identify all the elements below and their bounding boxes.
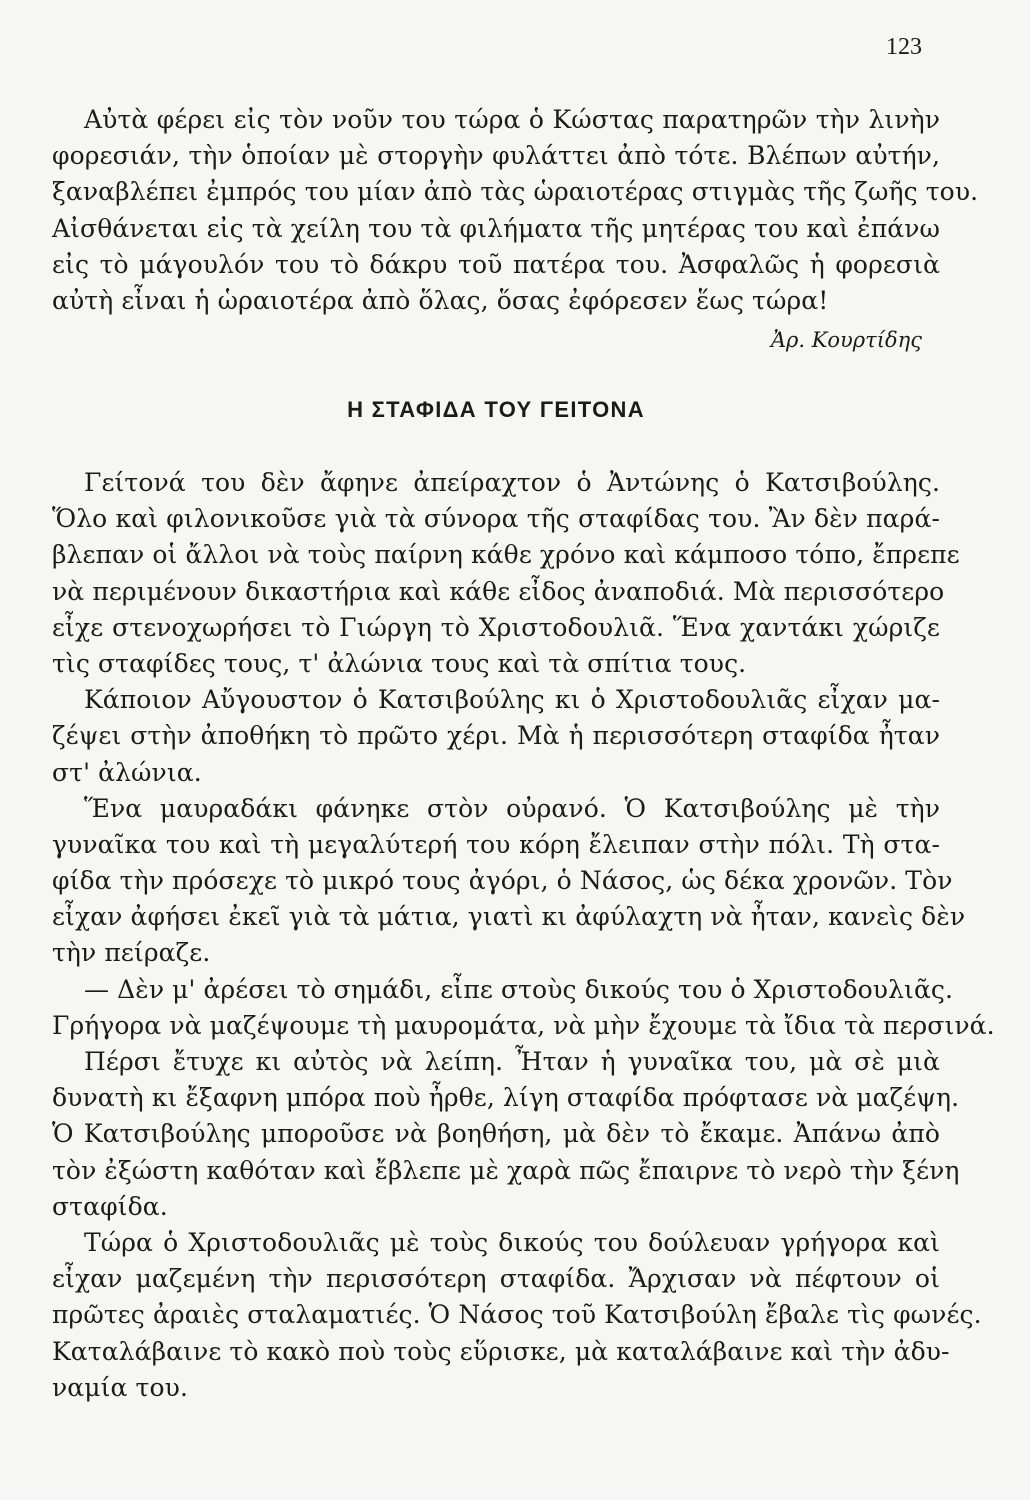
page-number: 123 <box>886 34 922 60</box>
story-title: Η ΣΤΑΦΙΔΑ ΤΟΥ ΓΕΙΤΟΝΑ <box>347 397 645 422</box>
story-line: τὸν ἐξώστη καθόταν καὶ ἔβλεπε μὲ χαρὰ πῶς ἔπαιρνε τὸ νερὸ τὴν ξένη <box>52 1155 960 1185</box>
story-line: τὴν πείραζε. <box>52 938 211 968</box>
story-line: τὶς σταφίδες τους, τ' ἀλώνια τους καὶ τὰ σπίτια τους. <box>52 648 747 678</box>
story-line: Κάποιον Αὔγουστον ὁ Κατσιβούλης κι ὁ Χριστοδουλιᾶς εἶχαν μα- <box>84 685 940 715</box>
story-line: γυναῖκα του καὶ τὴ μεγαλύτερή του κόρη ἔλειπαν στὴν πόλι. Τὴ στα- <box>52 829 940 859</box>
intro-line: Αἰσθάνεται εἰς τὰ χείλη του τὰ φιλήματα τῆς μητέρας του καὶ ἐπάνω <box>52 213 940 243</box>
intro-line: φορεσιάν, τὴν ὁποίαν μὲ στοργὴν φυλάττει ἀπὸ τότε. Βλέπων αὐτήν, <box>52 141 940 171</box>
story-line: ναμία του. <box>52 1372 188 1402</box>
intro-line: ξαναβλέπει ἐμπρός του μίαν ἀπὸ τὰς ὡραιοτέρας στιγμὰς τῆς ζωῆς του. <box>52 177 979 207</box>
intro-line: αὐτὴ εἶναι ἡ ὡραιοτέρα ἀπὸ ὅλας, ὅσας ἐφόρεσεν ἕως τώρα! <box>52 285 829 315</box>
story-line: Γρήγορα νὰ μαζέψουμε τὴ μαυρομάτα, νὰ μὴν ἔχουμε τὰ ἴδια τὰ περσινά. <box>52 1010 995 1040</box>
story-line: βλεπαν οἱ ἄλλοι νὰ τοὺς παίρνη κάθε χρόνο καὶ κάμποσο τόπο, ἔπρεπε <box>52 540 960 570</box>
story-line: πρῶτες ἀραιὲς σταλαματιές. Ὁ Νάσος τοῦ Κατσιβούλη ἔβαλε τὶς φωνές. <box>52 1300 982 1330</box>
story-body <box>52 465 995 1406</box>
story-line: — Δὲν μ' ἀρέσει τὸ σημάδι, εἶπε στοὺς δικούς του ὁ Χριστοδουλιᾶς. <box>84 974 954 1004</box>
story-line: Τώρα ὁ Χριστοδουλιᾶς μὲ τοὺς δικούς του δούλευαν γρήγορα καὶ <box>84 1227 940 1257</box>
story-line: εἶχαν ἀφήσει ἐκεῖ γιὰ τὰ μάτια, γιατὶ κι ἀφύλαχτη νὰ ἦταν, κανεὶς δὲν <box>52 902 966 932</box>
intro-line: Αὐτὰ φέρει εἰς τὸν νοῦν του τώρα ὁ Κώστας παρατηρῶν τὴν λινὴν <box>84 105 940 134</box>
intro-passage <box>52 102 979 319</box>
author-signature: Ἀρ. Κουρτίδης <box>770 328 922 352</box>
story-line: Ὁ Κατσιβούλης μποροῦσε νὰ βοηθήση, μὰ δὲν τὸ ἔκαμε. Ἀπάνω ἀπὸ <box>52 1119 940 1149</box>
story-line: νὰ περιμένουν δικαστήρια καὶ κάθε εἶδος ἀναποδιά. Μὰ περισσότερο <box>52 576 945 606</box>
story-line: στ' ἀλώνια. <box>52 757 202 787</box>
story-line: δυνατὴ κι ἔξαφνη μπόρα ποὺ ἦρθε, λίγη σταφίδα πρόφτασε νὰ μαζέψη. <box>52 1083 960 1113</box>
story-line: Γείτονά του δὲν ἄφηνε ἀπείραχτον ὁ Ἀντώνης ὁ Κατσιβούλης. <box>84 468 940 497</box>
story-line: εἶχε στενοχωρήσει τὸ Γιώργη τὸ Χριστοδουλιᾶ. Ἕνα χαντάκι χώριζε <box>52 612 940 642</box>
story-line: Ἕνα μαυραδάκι φάνηκε στὸν οὐρανό. Ὁ Κατσιβούλης μὲ τὴν <box>84 793 940 823</box>
story-line: ζέψει στὴν ἀποθήκη τὸ πρῶτο χέρι. Μὰ ἡ περισσότερη σταφίδα ἦταν <box>52 721 940 751</box>
story-line: Καταλάβαινε τὸ κακὸ ποὺ τοὺς εὕρισκε, μὰ καταλάβαινε καὶ τὴν ἀδυ- <box>52 1336 950 1366</box>
story-line: φίδα τὴν πρόσεχε τὸ μικρό τους ἀγόρι, ὁ Νάσος, ὡς δέκα χρονῶν. Τὸν <box>52 866 953 896</box>
intro-line: εἰς τὸ μάγουλόν του τὸ δάκρυ τοῦ πατέρα του. Ἀσφαλῶς ἡ φορεσιὰ <box>52 249 940 279</box>
story-line: Ὅλο καὶ φιλονικοῦσε γιὰ τὰ σύνορα τῆς σταφίδας του. Ἂν δὲν παρά- <box>52 504 940 534</box>
story-line: σταφίδα. <box>52 1191 168 1221</box>
story-line: Πέρσι ἔτυχε κι αὐτὸς νὰ λείπη. Ἦταν ἡ γυναῖκα του, μὰ σὲ μιὰ <box>84 1047 940 1076</box>
story-line: εἶχαν μαζεμένη τὴν περισσότερη σταφίδα. Ἄρχισαν νὰ πέφτουν οἱ <box>52 1264 940 1294</box>
